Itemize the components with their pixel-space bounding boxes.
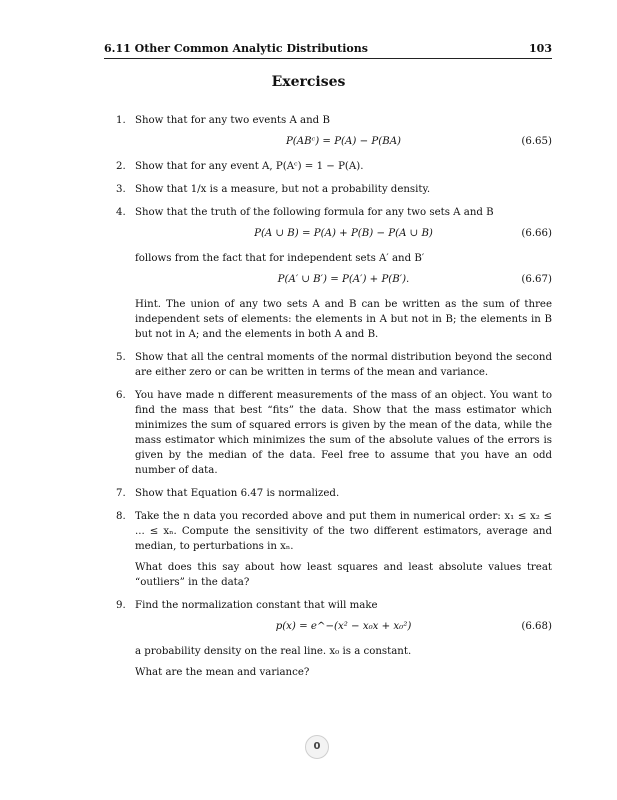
running-header (104, 42, 552, 59)
exercise-text-continued: a probability density on the real line. x₀ is a constant. (135, 646, 412, 657)
equation-6-65 (135, 134, 552, 149)
exercise-text: Show that 1/x is a measure, but not a probability density. (135, 184, 431, 195)
equation-body: p(x) = e^−(x² − x₀x + x₀²) (275, 621, 412, 632)
exercise-list (116, 113, 552, 688)
exercise-text-continued: follows from the fact that for independent sets A′ and B′ (135, 253, 425, 264)
exercise-number: 2. (116, 161, 126, 172)
equation-number: (6.66) (521, 228, 552, 239)
exercise-number: 4. (116, 207, 126, 218)
exercise-number: 7. (116, 488, 126, 499)
exercise-text: Take the n data you recorded above and put them in numerical order: x₁ ≤ x₂ ≤ ... ≤ xₙ. Compute the sensitivity of the two different estimators, average and median, to perturbations in xₙ. (135, 511, 552, 552)
equation-number: (6.65) (521, 136, 552, 147)
exercise-9 (116, 598, 552, 680)
exercise-hint: Hint. The union of any two sets A and B can be written as the sum of three independent sets of elements: the elements in A but not in B; the elements in B but not in A; and the elements in both A and B. (135, 299, 552, 340)
exercise-1 (116, 113, 552, 149)
exercise-text: Show that Equation 6.47 is normalized. (135, 488, 340, 499)
page-title: Exercises (271, 74, 346, 90)
exercise-number: 9. (116, 600, 126, 611)
exercise-text-question: What are the mean and variance? (135, 667, 310, 678)
equation-number: (6.68) (521, 621, 552, 632)
equation-number: (6.67) (521, 274, 552, 285)
exercise-5 (116, 350, 552, 380)
exercise-number: 8. (116, 511, 126, 522)
section-title: 6.11 Other Common Analytic Distributions (104, 42, 368, 55)
equation-6-66 (135, 226, 552, 241)
exercise-text: You have made n different measurements of the mass of an object. You want to find the mass that best “fits” the data. Show that the mass estimator which minimizes the sum of squared errors is given by the mean of the data, while the mass estimator which minimizes the sum of the absolute values of the errors is given by the median of the data. Feel free to assume that you have an odd number of data. (135, 390, 552, 476)
exercise-text: Find the normalization constant that will make (135, 600, 378, 611)
exercise-6 (116, 388, 552, 478)
exercise-text: Show that the truth of the following formula for any two sets A and B (135, 207, 494, 218)
page-indicator-badge[interactable]: 0 (305, 735, 329, 759)
equation-6-67 (135, 272, 552, 287)
page-number: 103 (529, 42, 552, 55)
exercise-text-continued: What does this say about how least squares and least absolute values treat “outliers” in the data? (135, 562, 552, 588)
exercise-8 (116, 509, 552, 590)
exercise-2 (116, 159, 552, 174)
exercise-number: 6. (116, 390, 126, 401)
exercise-text: Show that all the central moments of the normal distribution beyond the second are either zero or can be written in terms of the mean and variance. (135, 352, 552, 378)
exercise-number: 3. (116, 184, 126, 195)
equation-body: P(ABᶜ) = P(A) − P(BA) (285, 136, 402, 147)
exercise-4 (116, 205, 552, 342)
exercise-text: Show that for any event A, P(Aᶜ) = 1 − P(A). (135, 161, 364, 172)
exercise-3 (116, 182, 552, 197)
equation-body: P(A ∪ B) = P(A) + P(B) − P(A ∪ B) (254, 228, 433, 239)
exercise-text: Show that for any two events A and B (135, 115, 330, 126)
equation-body: P(A′ ∪ B′) = P(A′) + P(B′). (277, 274, 410, 285)
equation-6-68 (135, 619, 552, 634)
exercise-7 (116, 486, 552, 501)
exercise-number: 5. (116, 352, 126, 363)
exercise-number: 1. (116, 115, 126, 126)
